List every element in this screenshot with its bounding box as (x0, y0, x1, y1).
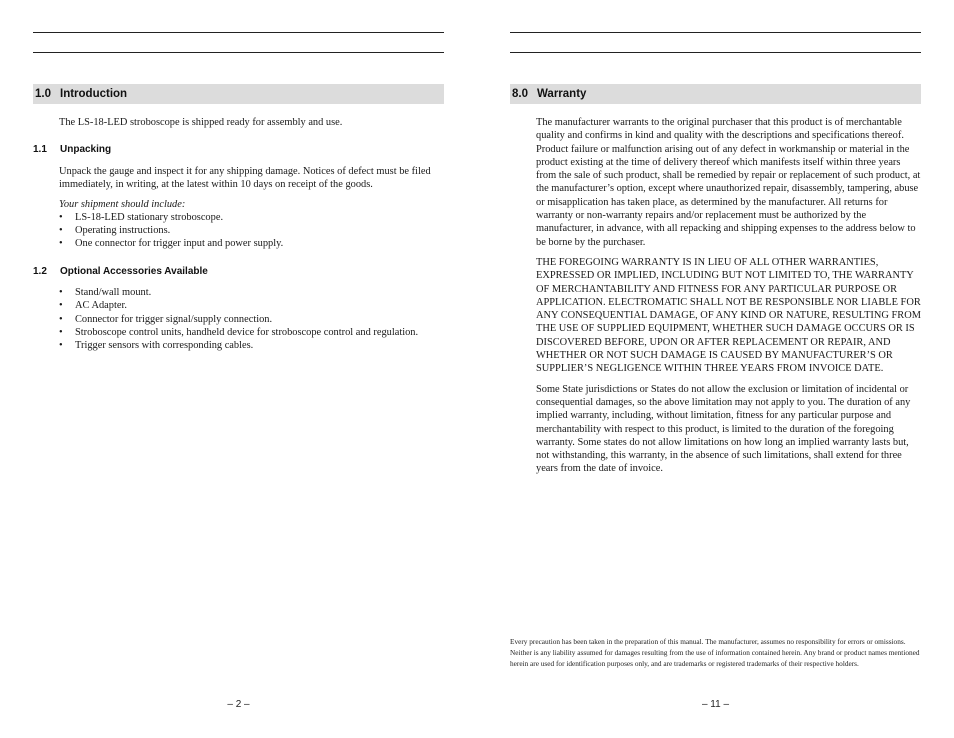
list-item: • One connector for trigger input and power supply. (59, 237, 445, 250)
header-rule-top (510, 32, 921, 33)
warranty-jurisdiction-paragraph: Some State jurisdictions or States do not allow the exclusion or limitation of incidental or consequential damages, so the above limitation may not apply to you. The duration of any implied warranty, including, without limitation, fitness for any particular purpose and merchantability with respect to this product, is limited to the duration of the foregoing warranty. Some states do not allow limitations on how long an implied warranty lasts but, not withstanding, this warranty, in the absence of such limitations, shall extend for three years from the date of invoice. (536, 383, 911, 475)
intro-paragraph: The LS-18-LED stroboscope is shipped ready for assembly and use. (59, 117, 343, 128)
warranty-disclaimer-caps: THE FOREGOING WARRANTY IS IN LIEU OF ALL OTHER WARRANTIES, EXPRESSED OR IMPLIED, INCLUDING BUT NOT LIMITED TO, THE WARRANTY OF MERCHANTABILITY AND FITNESS FOR ANY PARTICULAR PURPOSE OR APPLICATION. ELECTROMATIC SHALL NOT BE RESPONSIBLE NOR LIABLE FOR ANY CONSEQUENTIAL DAMAGE, OF ANY KIND OR NATURE, RESULTING FROM THE USE OF SUPPLIED EQUIPMENT, WHETHER SUCH DAMAGE OCCURS OR IS DISCOVERED BEFORE, UPON OR AFTER REPLACEMENT OR REPAIR, AND WHETHER OR NOT SUCH DAMAGE IS CAUSED BY MANUFACTURER’S OR SUPPLIER’S NEGLIGENCE WITHIN THREE YEARS FROM INVOICE DATE. (536, 256, 921, 375)
list-item: • Trigger sensors with corresponding cables. (59, 339, 445, 352)
list-item: • Operating instructions. (59, 224, 445, 237)
manual-disclaimer: Every precaution has been taken in the preparation of this manual. The manufacturer, assumes no responsibility for errors or omissions. Neither is any liability assumed for damages resulting from the use of information contained herein. Any brand or product names mentioned herein are used for identification purposes only, and are trademarks or registered trademarks of their respective holders. (510, 637, 920, 668)
subsection-heading-unpacking (33, 144, 444, 155)
page-number: – 2 – (227, 699, 250, 710)
list-item: • LS-18-LED stationary stroboscope. (59, 211, 445, 224)
section-heading-introduction (33, 84, 444, 104)
list-item: • Stand/wall mount. (59, 286, 445, 299)
section-number: 1.0 (35, 88, 51, 100)
warranty-paragraph: The manufacturer warrants to the original purchaser that this product is of merchantable quality and confirms in kind and quality with the descriptions and specifications thereof. Product failure or malfunction arising out of any defect in workmanship or material in the product existing at the time of delivery thereof which manifests itself within three years from the sale of such product, shall be remedied by repair or replacement of such product, at the manufacturer’s option, except where unauthorized repair, disassembly, tampering, abuse or misapplication has taken place, as determined by the manufacturer. All returns for warranty or non-warranty repairs and/or replacement must be authorized by the manufacturer, in advance, with all repacking and shipping expenses to the address below to be borne by the purchaser. (536, 117, 921, 248)
subsection-title: Optional Accessories Available (60, 266, 208, 277)
unpacking-block (59, 165, 445, 251)
header-rule-top (33, 32, 444, 33)
subsection-number: 1.1 (33, 144, 47, 155)
right-page (510, 0, 921, 738)
accessories-block (59, 286, 445, 352)
header-rule-bottom (510, 52, 921, 53)
page-number: – 11 – (701, 699, 730, 710)
unpacking-paragraph: Unpack the gauge and inspect it for any shipping damage. Notices of defect must be filed immediately, in writing, at the latest within 10 days on receipt of the goods. (59, 166, 431, 191)
header-rule-bottom (33, 52, 444, 53)
section-title: Introduction (60, 88, 128, 100)
list-item: • Connector for trigger signal/supply connection. (59, 313, 445, 326)
left-page (33, 0, 444, 738)
subsection-heading-accessories (33, 266, 444, 277)
shipment-list (59, 211, 445, 251)
section-heading-warranty (510, 84, 921, 104)
subsection-number: 1.2 (33, 266, 47, 277)
section-title: Warranty (537, 88, 587, 100)
list-item: • Stroboscope control units, handheld device for stroboscope control and regulation. (59, 326, 445, 339)
intro-text-block (59, 116, 445, 129)
subsection-title: Unpacking (60, 144, 112, 155)
warranty-text-block (536, 116, 922, 476)
accessories-list (59, 286, 445, 352)
section-number: 8.0 (512, 88, 528, 100)
shipment-label: Your shipment should include: (59, 198, 186, 210)
list-item: • AC Adapter. (59, 299, 445, 312)
